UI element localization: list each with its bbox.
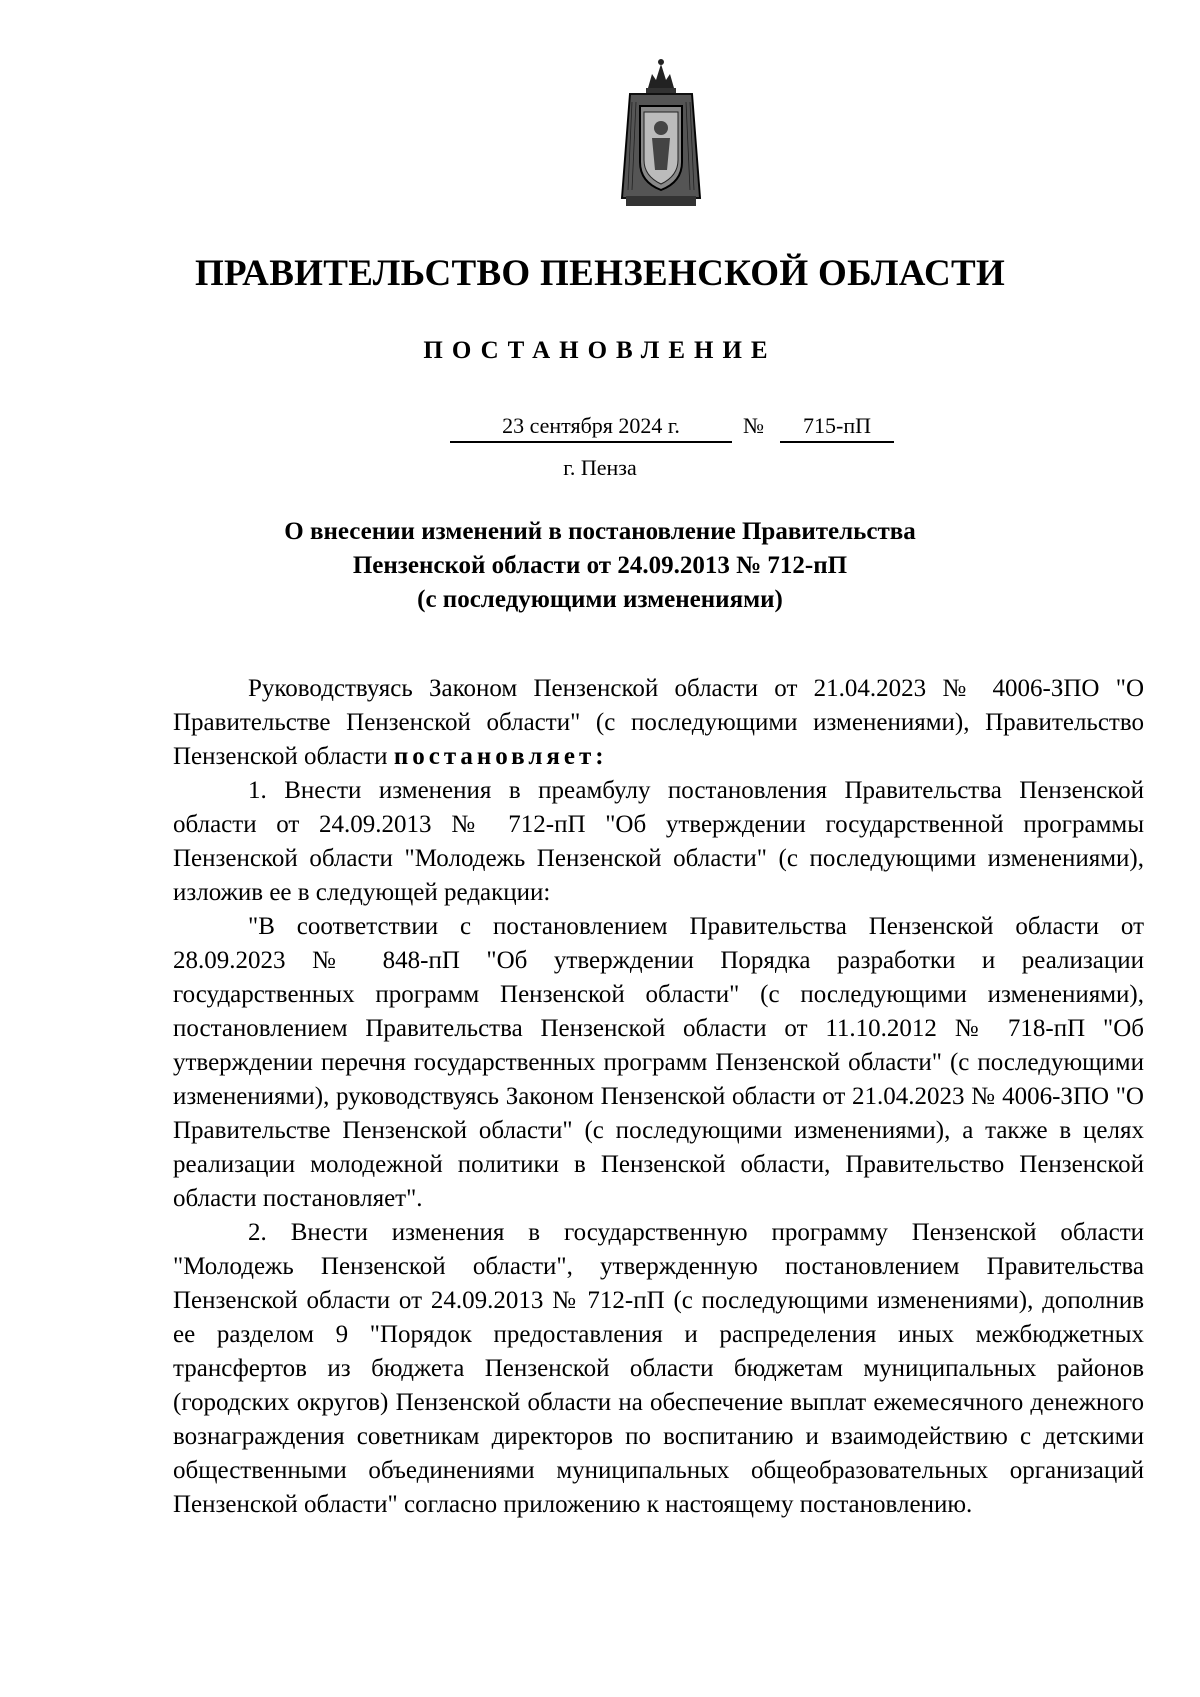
coat-of-arms-icon [610, 58, 712, 210]
preamble-text: Руководствуясь Законом Пензенской области от 21.04.2023 № 4006-ЗПО "О Правительстве Пензенской области" (с последующими изменениями), Правительство Пензенской области [173, 675, 1144, 770]
document-date: 23 сентября 2024 г. [450, 413, 732, 443]
document-type: ПОСТАНОВЛЕНИЕ [423, 337, 777, 364]
item-1-paragraph: 1. Внести изменения в преамбулу постановления Правительства Пензенской области от 24.09.2013 № 712-пП "Об утверждении государственной программы Пензенской области "Молодежь Пензенской области" (с последующими изменениями), изложив ее в следующей редакции: [173, 777, 1144, 906]
number-sign: № [743, 413, 764, 438]
document-subject [250, 515, 950, 617]
item-2-paragraph: 2. Внести изменения в государственную программу Пензенской области "Молодежь Пензенской области", утвержденную постановлением Правительства Пензенской области от 24.09.2013 № 712-пП (с последующими изменениями), дополнив ее разделом 9 "Порядок предоставления и распределения иных межбюджетных трансфертов из бюджета Пензенской области бюджетам муниципальных районов (городских округов) Пензенской области на обеспечение выплат ежемесячного денежного вознаграждения советникам директоров по воспитанию и взаимодействию с детскими общественными объединениями муниципальных общеобразовательных организаций Пензенской области" согласно приложению к настоящему постановлению. [173, 1219, 1144, 1518]
item-1-quote-paragraph: "В соответствии с постановлением Правительства Пензенской области от 28.09.2023 № 848-пП "Об утверждении Порядка разработки и реализации государственных программ Пензенской области" (с последующими изменениями), постановлением Правительства Пензенской области от 11.10.2012 № 718-пП "Об утверждении перечня государственных программ Пензенской области" (с последующими изменениями), руководствуясь Законом Пензенской области от 21.04.2023 № 4006-ЗПО "О Правительстве Пензенской области" (с последующими изменениями), а также в целях реализации молодежной политики в Пензенской области, Правительство Пензенской области постановляет". [173, 913, 1144, 1212]
document-number: 715-пП [780, 413, 894, 443]
document-city: г. Пенза [563, 455, 637, 480]
document-body [173, 672, 1144, 1522]
decree-word: постановляет: [393, 743, 608, 770]
preamble-paragraph [173, 672, 1144, 774]
organization-title: ПРАВИТЕЛЬСТВО ПЕНЗЕНСКОЙ ОБЛАСТИ [194, 253, 1006, 294]
subject-line-2: Пензенской области от 24.09.2013 № 712-пП [352, 552, 848, 579]
subject-line-1: О внесении изменений в постановление Правительства [284, 518, 916, 545]
subject-line-3: (с последующими изменениями) [417, 586, 783, 613]
